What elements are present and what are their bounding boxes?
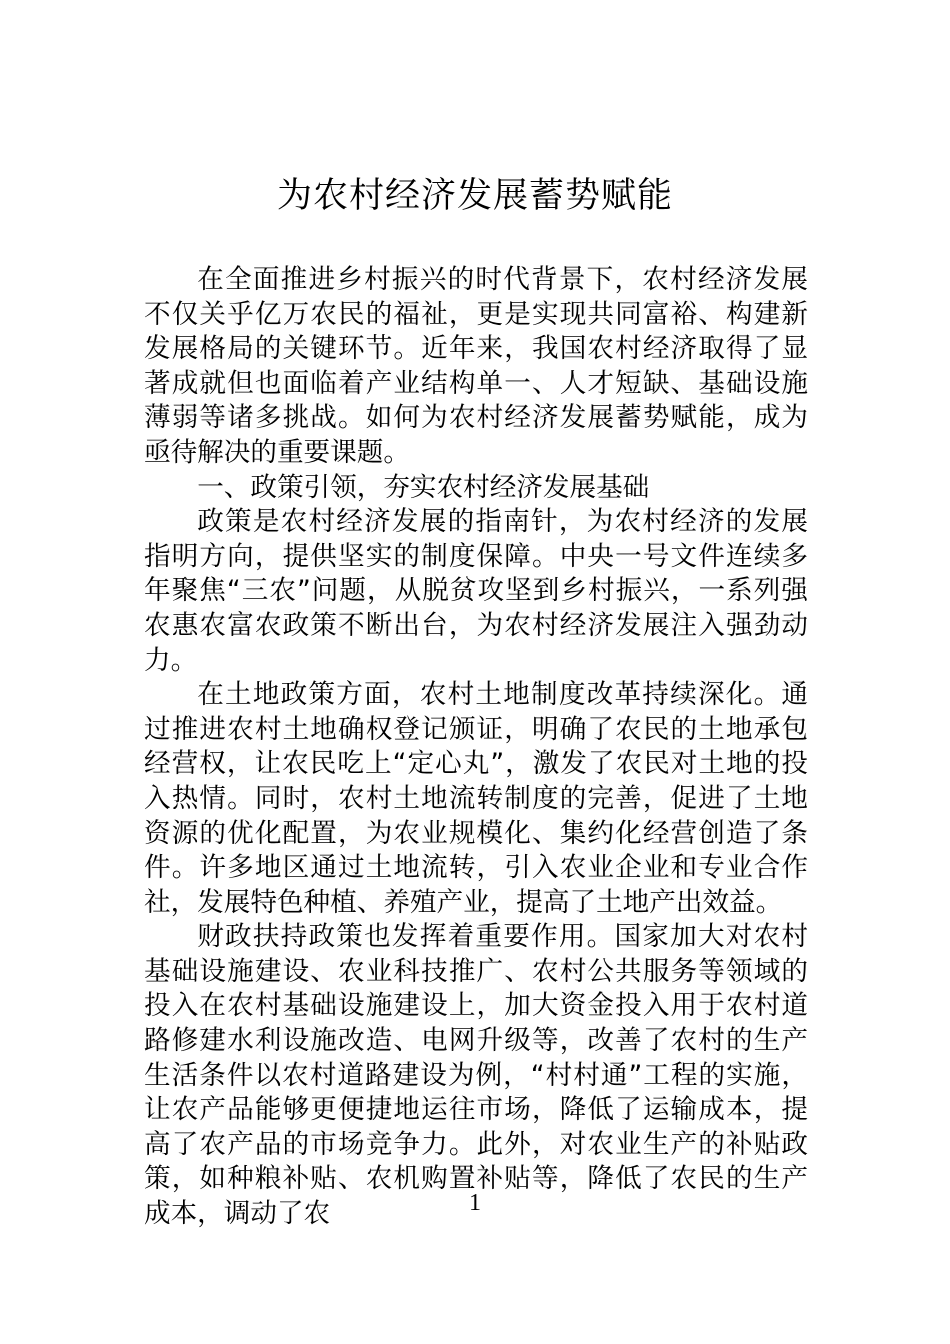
- paragraph-policy: 政策是农村经济发展的指南针，为农村经济的发展指明方向，提供坚实的制度保障。中央一号文件连续多年聚焦“三农”问题，从脱贫攻坚到乡村振兴，一系列强农惠农富农政策不断出台，为农村经济发展注入强劲动力。: [144, 506, 808, 676]
- document-body: [144, 263, 808, 1232]
- section-heading-1: 一、政策引领，夯实农村经济发展基础: [197, 471, 650, 503]
- paragraph-intro: 在全面推进乡村振兴的时代背景下，农村经济发展不仅关乎亿万农民的福祉，更是实现共同富裕、构建新发展格局的关键环节。近年来，我国农村经济取得了显著成就但也面临着产业结构单一、人才短缺、基础设施薄弱等诸多挑战。如何为农村经济发展蓄势赋能，成为亟待解决的重要课题。: [144, 264, 808, 468]
- paragraph-fiscal-policy: 财政扶持政策也发挥着重要作用。国家加大对农村基础设施建设、农业科技推广、农村公共服务等领域的投入在农村基础设施建设上，加大资金投入用于农村道路修建水利设施改造、电网升级等，改善了农村的生产生活条件以农村道路建设为例，“村村通”工程的实施，让农产品能够更便捷地运往市场，降低了运输成本，提高了农产品的市场竞争力。此外，对农业生产的补贴政策，如种粮补贴、农机购置补贴等，降低了农民的生产成本，调动了农: [144, 921, 808, 1230]
- paragraph-land-policy: 在土地政策方面，农村土地制度改革持续深化。通过推进农村土地确权登记颁证，明确了农民的土地承包经营权，让农民吃上“定心丸”，激发了农民对土地的投入热情。同时，农村土地流转制度的完善，促进了土地资源的优化配置，为农业规模化、集约化经营创造了条件。许多地区通过土地流转，引入农业企业和专业合作社，发展特色种植、养殖产业，提高了土地产出效益。: [144, 679, 808, 918]
- document-title: 为农村经济发展蓄势赋能: [276, 176, 673, 216]
- page-number: 1: [469, 1190, 481, 1216]
